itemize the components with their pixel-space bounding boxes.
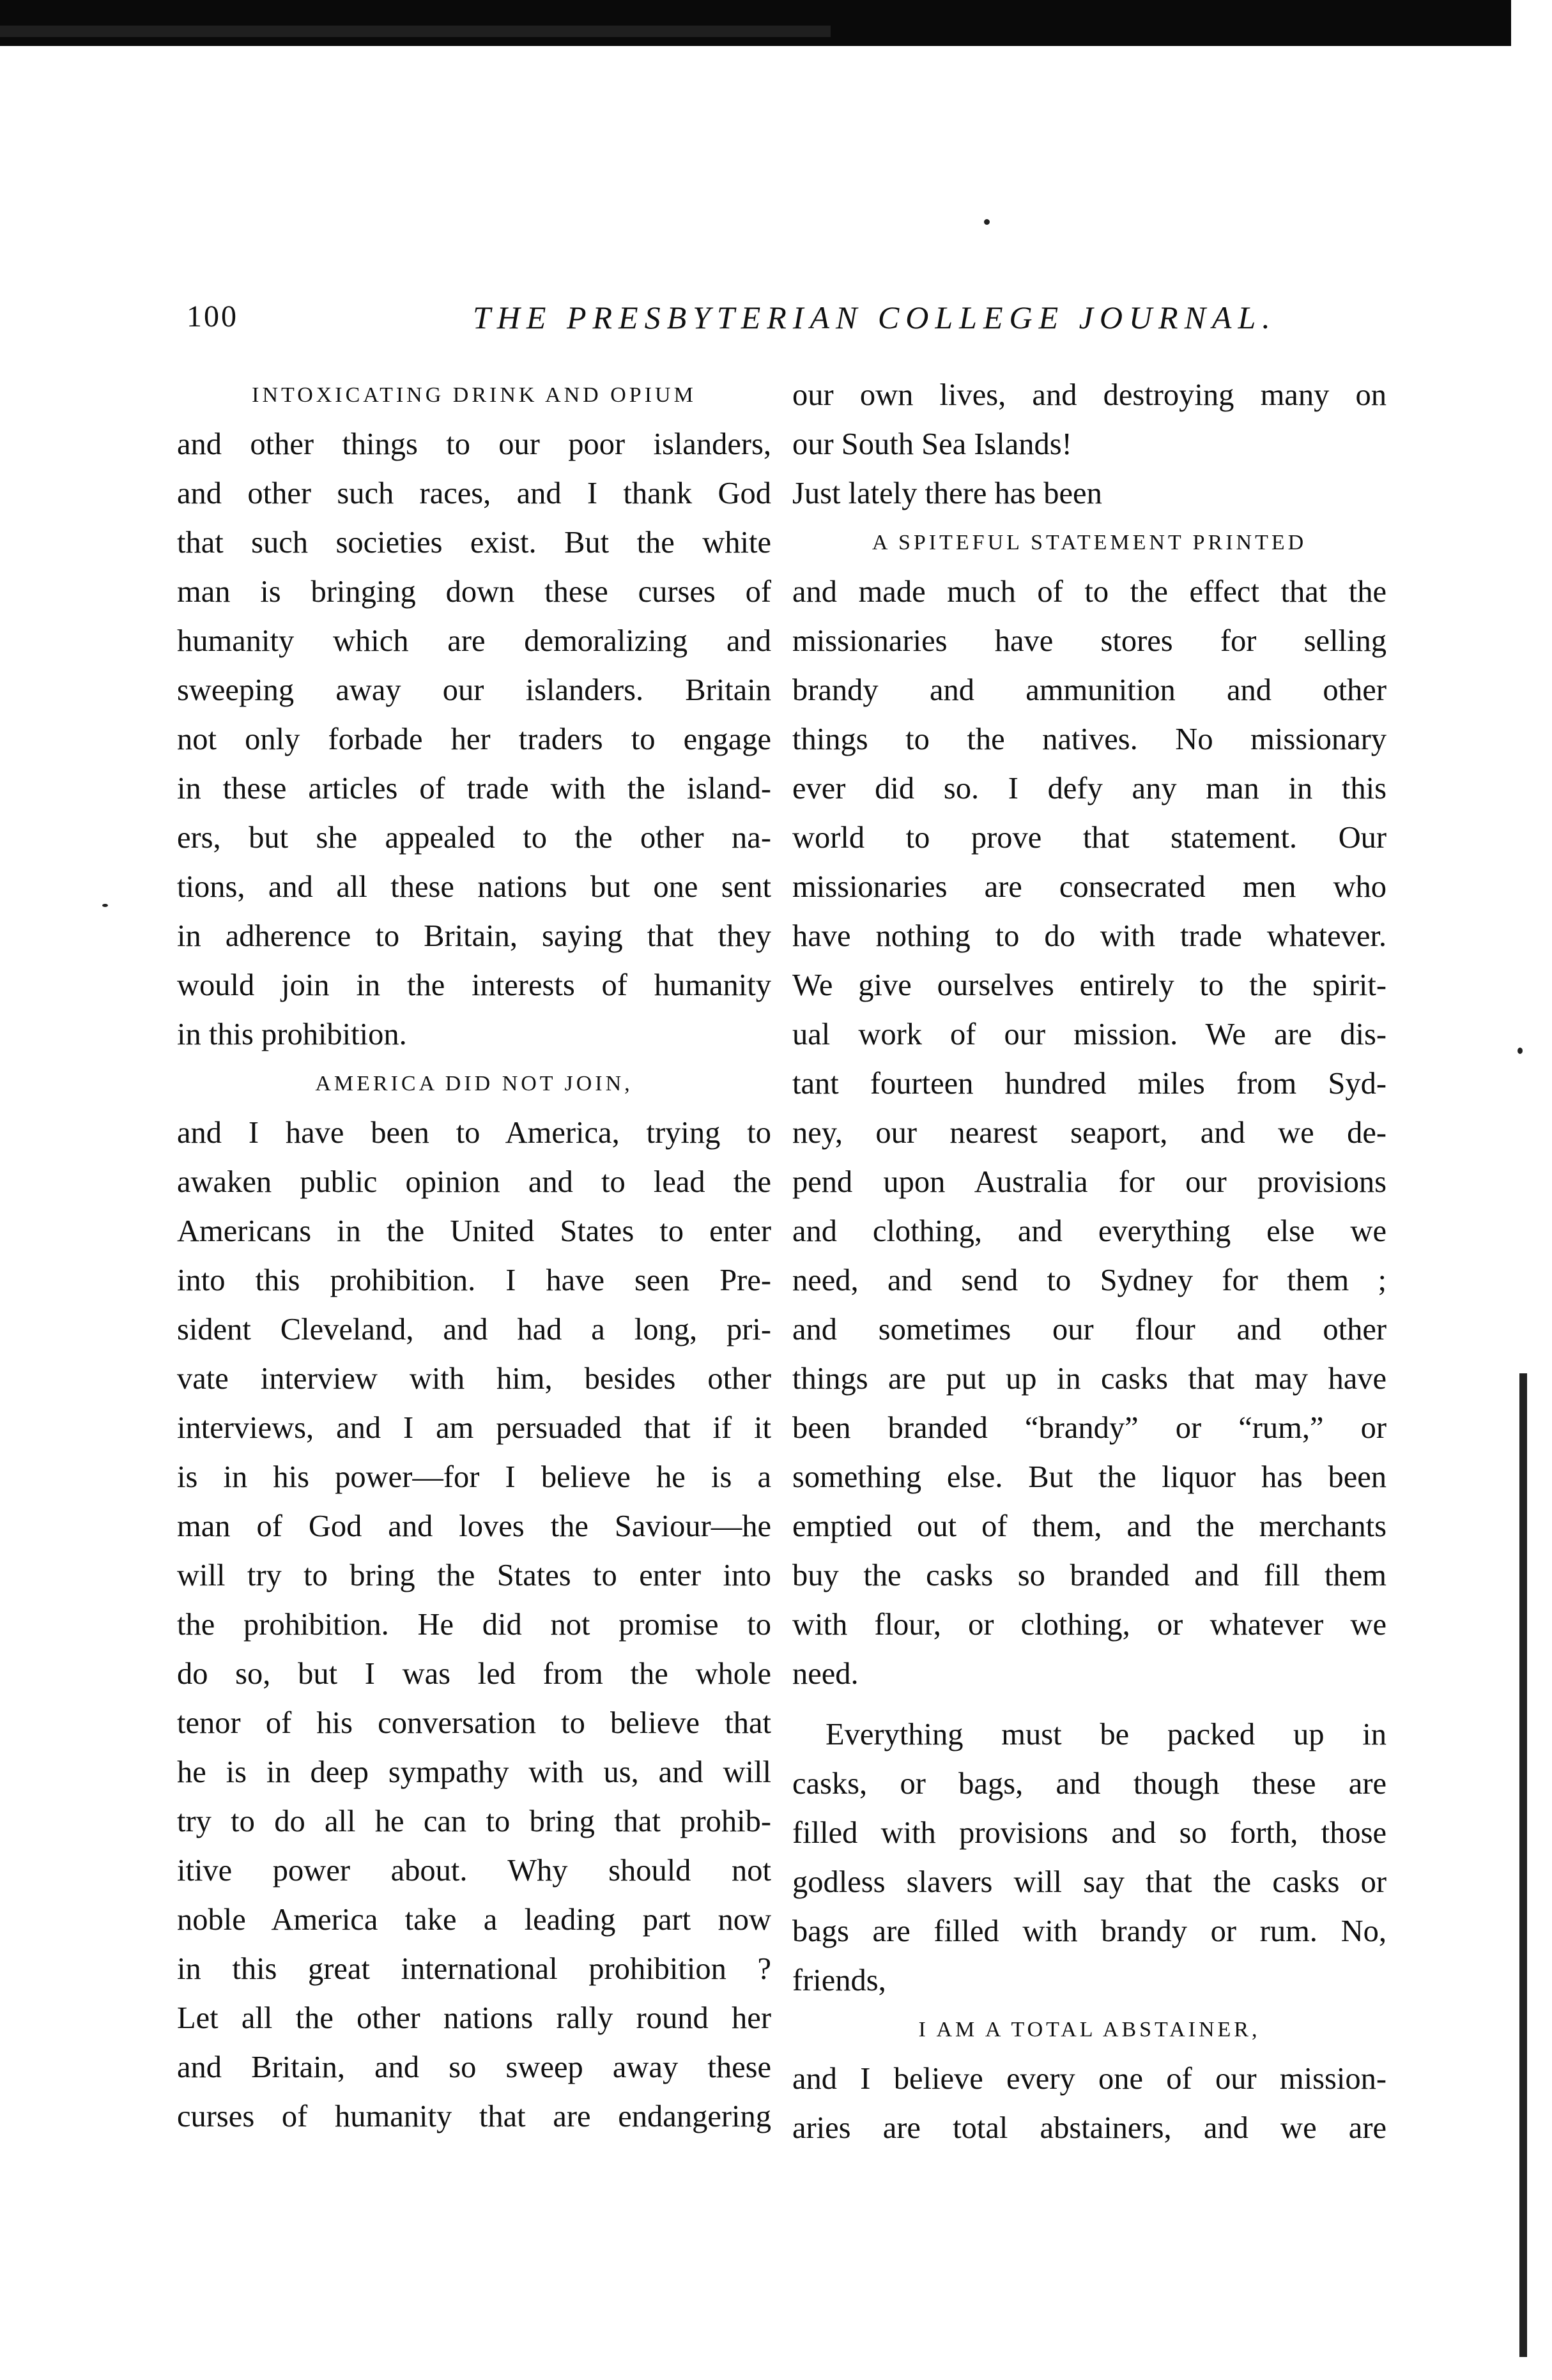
right-text-column	[792, 370, 1387, 2153]
text-line: Just lately there has been	[792, 477, 1102, 510]
text-line: man is bringing down these curses of	[177, 575, 771, 609]
text-line: godless slavers will say that the casks or	[792, 1865, 1387, 1899]
text-line: sident Cleveland, and had a long, pri-	[177, 1313, 771, 1346]
left-text-column	[177, 370, 771, 2141]
text-line: noble America take a leading part now	[177, 1903, 771, 1937]
text-line: he is in deep sympathy with us, and will	[177, 1755, 771, 1789]
text-line: pend upon Australia for our provisions	[792, 1165, 1387, 1199]
text-line: Everything must be packed up in	[826, 1718, 1387, 1751]
text-line: try to do all he can to bring that prohib-	[177, 1804, 771, 1838]
text-line: have nothing to do with trade whatever.	[792, 919, 1387, 953]
paragraph-gap	[792, 1698, 1387, 1710]
text-line: into this prohibition. I have seen Pre-	[177, 1263, 771, 1297]
text-line: with flour, or clothing, or whatever we	[792, 1608, 1387, 1642]
text-line: itive power about. Why should not	[177, 1854, 771, 1888]
text-line: humanity which are demoralizing and	[177, 624, 771, 658]
text-line: something else. But the liquor has been	[792, 1460, 1387, 1494]
text-line: and clothing, and everything else we	[792, 1214, 1387, 1248]
text-line: in these articles of trade with the island-	[177, 772, 771, 805]
text-line: and sometimes our flour and other	[792, 1313, 1387, 1346]
text-line: missionaries are consecrated men who	[792, 870, 1387, 904]
text-line: and Britain, and so sweep away these	[177, 2050, 771, 2084]
scan-speck	[984, 219, 990, 225]
text-line: in adherence to Britain, saying that they	[177, 919, 771, 953]
text-line: and made much of to the effect that the	[792, 575, 1387, 609]
text-line: ual work of our mission. We are dis-	[792, 1018, 1387, 1051]
text-line: things are put up in casks that may have	[792, 1362, 1387, 1396]
text-line: would join in the interests of humanity	[177, 968, 771, 1002]
text-line: curses of humanity that are endangering	[177, 2100, 771, 2133]
text-line: tant fourteen hundred miles from Syd-	[792, 1067, 1387, 1101]
page-header	[0, 299, 1552, 344]
text-line: that such societies exist. But the white	[177, 526, 771, 560]
text-line: awaken public opinion and to lead the	[177, 1165, 771, 1199]
section-heading: INTOXICATING DRINK AND OPIUM	[252, 383, 696, 407]
text-line: missionaries have stores for selling	[792, 624, 1387, 658]
text-line: do so, but I was led from the whole	[177, 1657, 771, 1691]
text-line: need.	[792, 1657, 859, 1691]
section-heading: I AM A TOTAL ABSTAINER,	[918, 2018, 1261, 2041]
text-line: ever did so. I defy any man in this	[792, 772, 1387, 805]
text-line: the prohibition. He did not promise to	[177, 1608, 771, 1642]
text-line: aries are total abstainers, and we are	[792, 2111, 1387, 2145]
text-line: ers, but she appealed to the other na-	[177, 821, 771, 855]
text-line: sweeping away our islanders. Britain	[177, 673, 771, 707]
text-line: things to the natives. No missionary	[792, 722, 1387, 756]
text-line: need, and send to Sydney for them ;	[792, 1263, 1387, 1297]
section-heading: AMERICA DID NOT JOIN,	[315, 1072, 633, 1095]
text-line: Americans in the United States to enter	[177, 1214, 771, 1248]
top-scan-border	[0, 0, 1511, 46]
text-line: bags are filled with brandy or rum. No,	[792, 1914, 1387, 1948]
text-line: and I believe every one of our mission-	[792, 2062, 1387, 2096]
text-line: filled with provisions and so forth, those	[792, 1816, 1387, 1850]
text-line: our own lives, and destroying many on	[792, 378, 1387, 412]
text-line: Let all the other nations rally round her	[177, 2001, 771, 2035]
top-scan-border-band	[0, 26, 831, 37]
text-line: We give ourselves entirely to the spirit-	[792, 968, 1387, 1002]
text-line: our South Sea Islands!	[792, 427, 1072, 461]
text-line: in this prohibition.	[177, 1018, 407, 1051]
text-line: emptied out of them, and the merchants	[792, 1509, 1387, 1543]
text-line: tions, and all these nations but one sent	[177, 870, 771, 904]
text-line: world to prove that statement. Our	[792, 821, 1387, 855]
text-line: friends,	[792, 1964, 886, 1997]
text-line: is in his power—for I believe he is a	[177, 1460, 771, 1494]
text-line: in this great international prohibition ?	[177, 1952, 771, 1986]
text-line: and other things to our poor islanders,	[177, 427, 771, 461]
text-line: and I have been to America, trying to	[177, 1116, 771, 1150]
page-number: 100	[187, 300, 238, 333]
running-title: THE PRESBYTERIAN COLLEGE JOURNAL.	[473, 300, 1277, 335]
scan-speck	[102, 904, 108, 907]
text-line: and other such races, and I thank God	[177, 477, 771, 510]
text-line: been branded “brandy” or “rum,” or	[792, 1411, 1387, 1445]
text-line: will try to bring the States to enter into	[177, 1559, 771, 1592]
text-line: buy the casks so branded and fill them	[792, 1559, 1387, 1592]
section-heading: A SPITEFUL STATEMENT PRINTED	[872, 531, 1307, 554]
text-line: not only forbade her traders to engage	[177, 722, 771, 756]
text-line: ney, our nearest seaport, and we de-	[792, 1116, 1387, 1150]
text-line: man of God and loves the Saviour—he	[177, 1509, 771, 1543]
text-line: brandy and ammunition and other	[792, 673, 1387, 707]
text-line: tenor of his conversation to believe that	[177, 1706, 771, 1740]
text-line: vate interview with him, besides other	[177, 1362, 771, 1396]
text-line: casks, or bags, and though these are	[792, 1767, 1387, 1801]
scan-speck	[1517, 1048, 1523, 1054]
right-scan-edge	[1519, 1373, 1527, 2357]
text-line: interviews, and I am persuaded that if it	[177, 1411, 771, 1445]
